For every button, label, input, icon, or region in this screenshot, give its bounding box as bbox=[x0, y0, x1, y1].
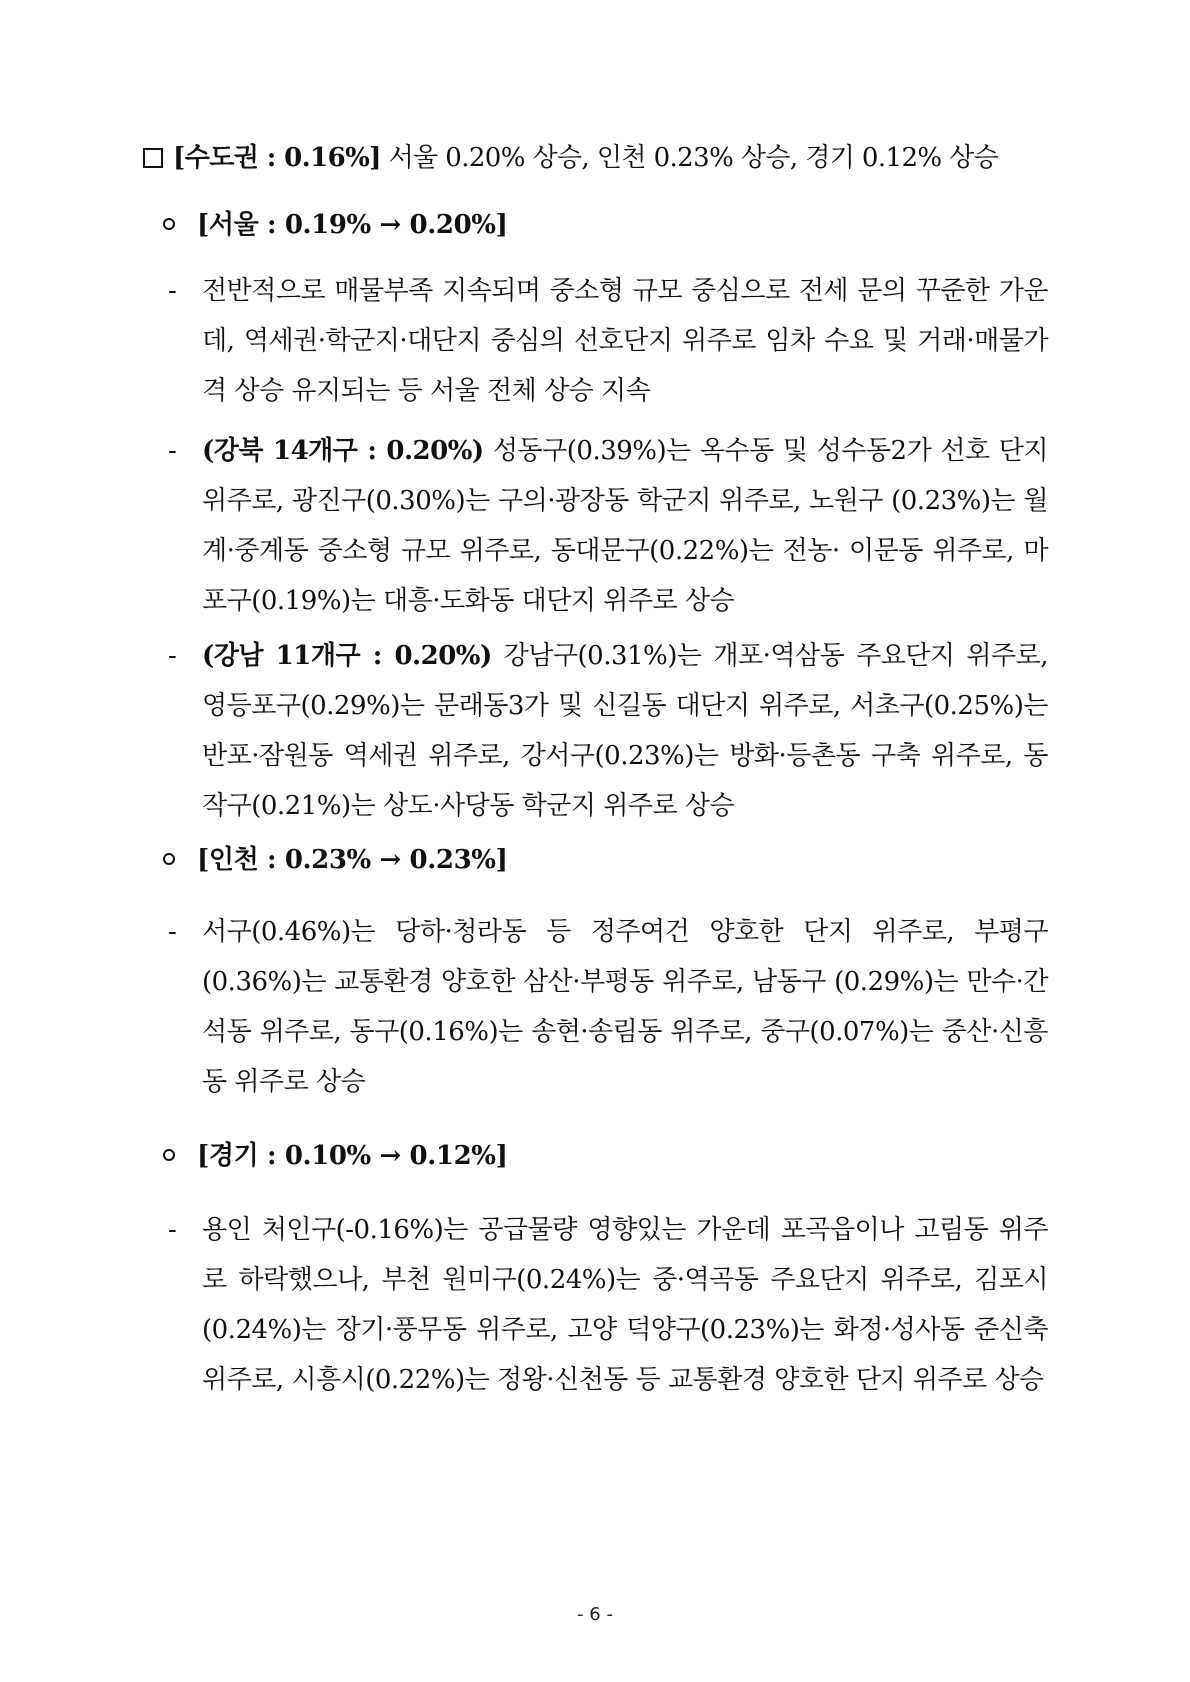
checkbox-square-icon bbox=[143, 148, 163, 168]
paragraph-lead: (강남 11개구 : 0.20%) bbox=[202, 641, 492, 671]
heading-region: [수도권 : 0.16%] bbox=[173, 143, 381, 173]
incheon-title: [인천 : 0.23% → 0.23%] bbox=[197, 845, 508, 875]
circle-bullet-icon bbox=[163, 218, 175, 230]
incheon-subheading bbox=[163, 840, 507, 880]
dash-bullet: - bbox=[168, 641, 177, 671]
paragraph-body: 성동구(0.39%)는 옥수동 및 성수동2가 선호 단지 위주로, 광진구(0.30%)는 구의·광장동 학군지 위주로, 노원구 (0.23%)는 월계·중계동 중소형 규모 위주로, 동대문구(0.22%)는 전농· 이문동 위주로, 마포구(0.19%)는 대흥·도화동 대단지 위주로 상승 bbox=[202, 436, 1048, 616]
incheon-paragraph bbox=[168, 907, 1048, 1107]
seoul-paragraph-gangbuk bbox=[168, 426, 1048, 626]
dash-bullet: - bbox=[168, 276, 177, 306]
gyeonggi-subheading bbox=[163, 1136, 507, 1176]
dash-bullet: - bbox=[168, 436, 177, 466]
paragraph-text: 전반적으로 매물부족 지속되며 중소형 규모 중심으로 전세 문의 꾸준한 가운데, 역세권·학군지·대단지 중심의 선호단지 위주로 임차 수요 및 거래·매물가격 상승 유지되는 등 서울 전체 상승 지속 bbox=[202, 276, 1048, 406]
seoul-paragraph-1 bbox=[168, 266, 1048, 416]
paragraph-lead: (강북 14개구 : 0.20%) bbox=[202, 436, 484, 466]
seoul-subheading bbox=[163, 205, 507, 245]
page-number: - 6 - bbox=[577, 1604, 613, 1625]
dash-bullet: - bbox=[168, 1215, 177, 1245]
paragraph-text bbox=[202, 631, 1048, 831]
seoul-paragraph-gangnam bbox=[168, 631, 1048, 831]
circle-bullet-icon bbox=[163, 1149, 175, 1161]
section-heading bbox=[143, 138, 1053, 178]
heading-summary: 서울 0.20% 상승, 인천 0.23% 상승, 경기 0.12% 상승 bbox=[388, 143, 999, 173]
gyeonggi-paragraph bbox=[168, 1205, 1048, 1405]
paragraph-text bbox=[202, 426, 1048, 626]
seoul-title: [서울 : 0.19% → 0.20%] bbox=[197, 210, 508, 240]
paragraph-text: 용인 처인구(-0.16%)는 공급물량 영향있는 가운데 포곡읍이나 고림동 위주로 하락했으나, 부천 원미구(0.24%)는 중·역곡동 주요단지 위주로, 김포시(0.24%)는 장기·풍무동 위주로, 고양 덕양구(0.23%)는 화정·성사동 준신축 위주로, 시흥시(0.22%)는 정왕·신천동 등 교통환경 양호한 단지 위주로 상승 bbox=[202, 1215, 1048, 1395]
paragraph-text: 서구(0.46%)는 당하·청라동 등 정주여건 양호한 단지 위주로, 부평구(0.36%)는 교통환경 양호한 삼산·부평동 위주로, 남동구 (0.29%)는 만수·간석동 위주로, 동구(0.16%)는 송현·송림동 위주로, 중구(0.07%)는 중산·신흥동 위주로 상승 bbox=[202, 917, 1048, 1097]
circle-bullet-icon bbox=[163, 853, 175, 865]
gyeonggi-title: [경기 : 0.10% → 0.12%] bbox=[197, 1141, 508, 1171]
dash-bullet: - bbox=[168, 917, 177, 947]
paragraph-body: 강남구(0.31%)는 개포·역삼동 주요단지 위주로, 영등포구(0.29%)는 문래동3가 및 신길동 대단지 위주로, 서초구(0.25%)는 반포·잠원동 역세권 위주로, 강서구(0.23%)는 방화·등촌동 구축 위주로, 동작구(0.21%)는 상도·사당동 학군지 위주로 상승 bbox=[202, 641, 1049, 821]
